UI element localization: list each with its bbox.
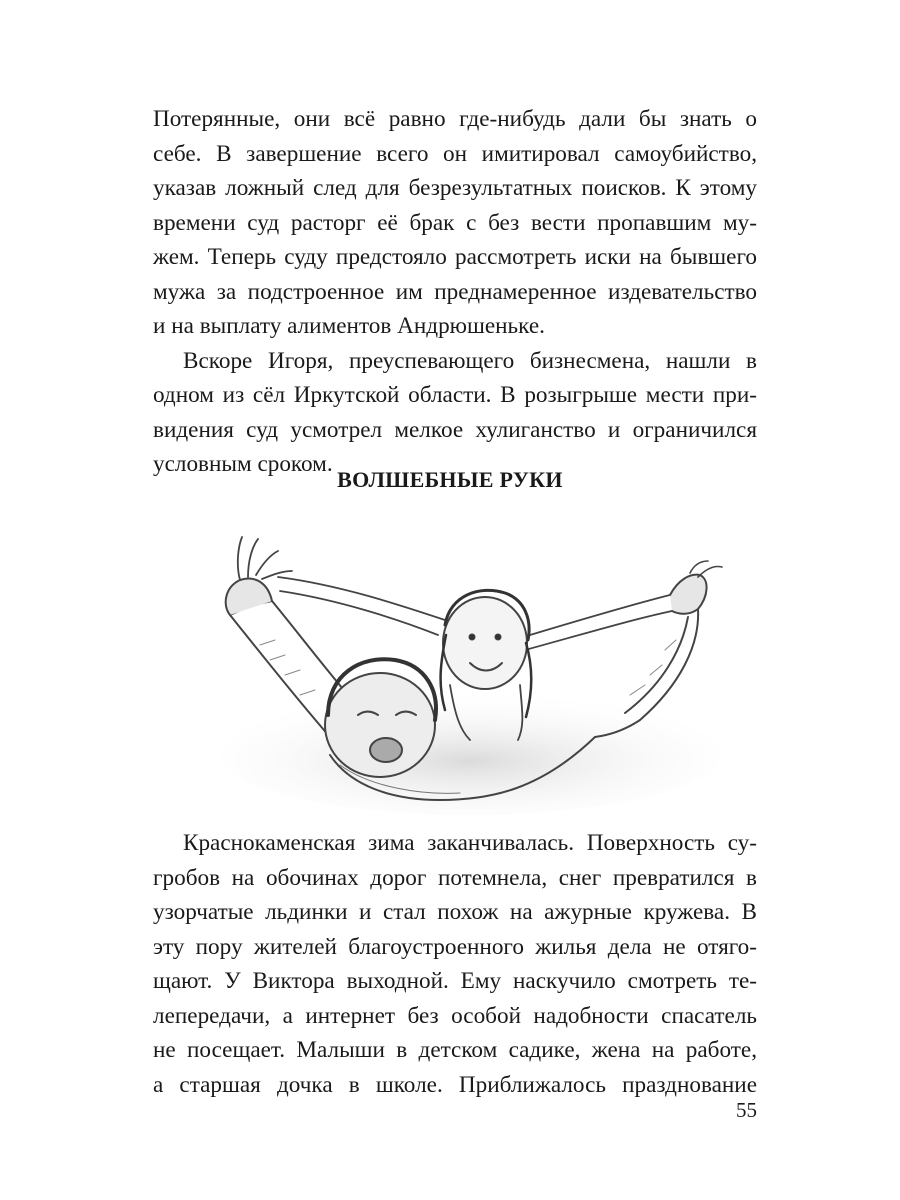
text-line: а старшая дочка в школе. Приближалось празднование [153,1071,757,1098]
text-line: видения суд усмотрел мелкое хулиганство и ограничился [153,416,757,443]
text-block-top [153,102,757,482]
text-line: себе. В завершение всего он имитировал самоубийство, [153,140,757,167]
text-line: Краснокаменская зима заканчивалась. Поверхность су- [183,830,757,856]
text-line: не посещает. Малыши в детском садике, жена на работе, [153,1037,757,1063]
text-line: Потерянные, они всё равно где-нибудь дали бы знать о [153,106,757,132]
text-line: одном из сёл Иркутской области. В розыгрыше мести при- [153,382,757,408]
text-line: эту пору жителей благоустроенного жилья дела не отяго- [153,933,757,960]
paragraph-1 [153,102,757,344]
text-line: лепередачи, а интернет без особой надобности спасатель [153,1002,757,1029]
text-line: мужа за подстроенное им преднамеренное издевательство [153,278,757,305]
paragraph-2 [153,344,757,482]
text-line: Вскоре Игоря, преуспевающего бизнесмена, нашли в [183,347,757,374]
text-line: времени суд расторг её брак с без вести пропавшим му- [153,209,757,236]
paragraph-3 [153,826,757,1102]
illustration-sketch [200,525,740,820]
page-number: 55 [736,1098,757,1122]
text-line: узорчатые льдинки и стал похож на ажурные кружева. В [153,899,757,925]
text-line: гробов на обочинах дорог потемнела, снег превратился в [153,864,757,891]
chapter-title: ВОЛШЕБНЫЕ РУКИ [337,467,563,492]
text-line: и на выплату алиментов Андрюшеньке. [153,313,545,339]
text-line: щают. У Виктора выходной. Ему наскучило смотреть те- [153,968,757,994]
text-line: указав ложный след для безрезультатных поисков. К этому [153,175,757,201]
text-line: условным сроком. [153,451,333,477]
text-line: жем. Теперь суду предстояло рассмотреть иски на бывшего [153,244,757,270]
text-block-bottom [153,826,757,1102]
